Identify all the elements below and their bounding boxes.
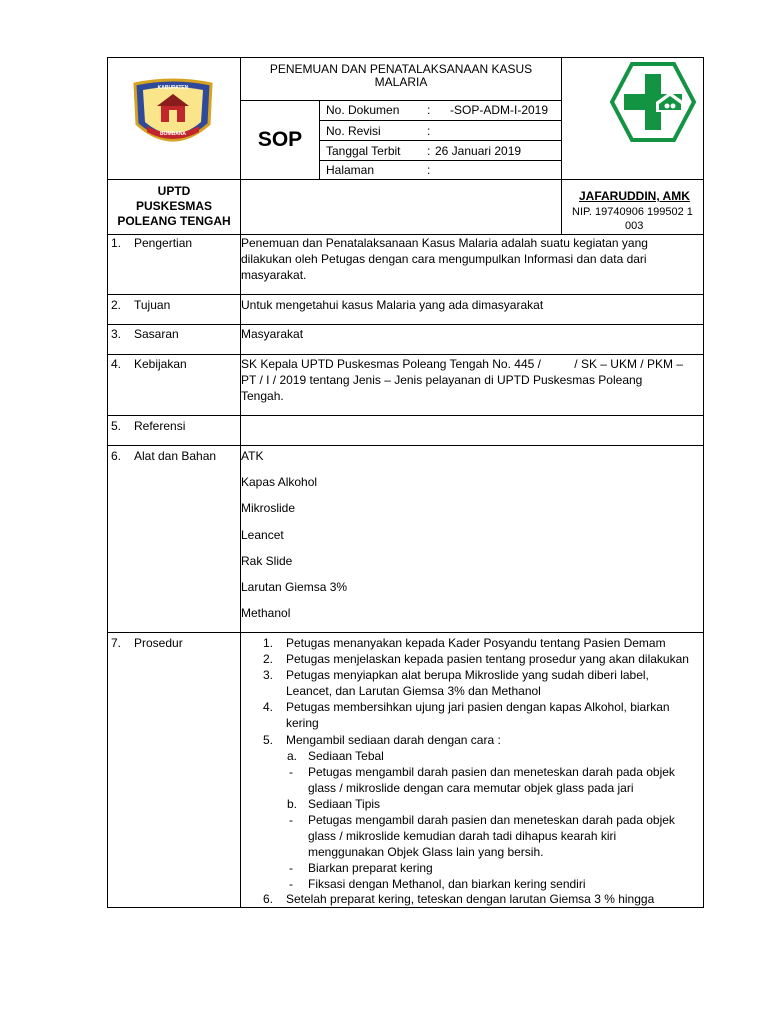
procedure-text: Petugas mengambil darah pasien dan meneteskan darah pada objek	[308, 765, 675, 779]
section-title: Pengertian	[134, 236, 193, 250]
section-number: 5.	[111, 419, 122, 433]
procedure-text: kering	[286, 716, 319, 730]
procedure-marker: 2.	[263, 652, 274, 666]
procedure-marker: a.	[287, 749, 298, 763]
material-item: ATK	[241, 449, 264, 463]
material-item: Leancet	[241, 528, 284, 542]
procedure-text: Setelah preparat kering, teteskan dengan larutan Giemsa 3 % hingga	[286, 892, 655, 906]
procedure-marker: -	[289, 861, 293, 875]
puskesmas-logo	[610, 62, 696, 142]
material-item: Mikroslide	[241, 501, 296, 515]
meta-sep: :	[427, 163, 431, 177]
section-text: Tengah.	[241, 389, 284, 403]
org-line3: POLEANG TENGAH	[117, 214, 231, 228]
org-line2: PUSKESMAS	[135, 199, 212, 213]
section-title: Kebijakan	[134, 357, 187, 371]
procedure-text: Petugas mengambil darah pasien dan meneteskan darah pada objek	[308, 813, 675, 827]
procedure-text: Petugas menyiapkan alat berupa Mikroslide yang sudah diberi label,	[286, 668, 649, 682]
section-number: 3.	[111, 327, 122, 341]
procedure-marker: 5.	[263, 733, 274, 747]
procedure-text: Sediaan Tebal	[308, 749, 384, 763]
meta-sep: :	[427, 103, 431, 117]
section-text: Untuk mengetahui kasus Malaria yang ada dimasyarakat	[241, 298, 544, 312]
meta-label-tanggal-terbit: Tanggal Terbit	[326, 144, 401, 158]
procedure-marker: -	[289, 877, 293, 891]
procedure-text: Mengambil sediaan darah dengan cara :	[286, 733, 501, 747]
procedure-marker: 3.	[263, 668, 274, 682]
section-title: Referensi	[134, 419, 186, 433]
meta-value-no-dokumen: -SOP-ADM-I-2019	[450, 103, 549, 117]
procedure-marker: -	[289, 765, 293, 779]
section-text: masyarakat.	[241, 268, 307, 282]
section-text: dilakukan oleh Petugas dengan cara mengumpulkan Informasi dan data dari	[241, 252, 647, 266]
section-text: Penemuan dan Penatalaksanaan Kasus Malaria adalah suatu kegiatan yang	[241, 236, 648, 250]
material-item: Kapas Alkohol	[241, 475, 318, 489]
section-number: 7.	[111, 636, 122, 650]
section-title: Sasaran	[134, 327, 179, 341]
procedure-marker: b.	[287, 797, 298, 811]
logo-bottom-text: BOMBANA	[159, 131, 187, 137]
procedure-text: glass / mikroslide kemudian darah tadi dihapus kearah kiri	[308, 829, 617, 843]
procedure-text: menggunakan Objek Glass lain yang bersih.	[308, 845, 544, 859]
section-text: SK Kepala UPTD Puskesmas Poleang Tengah No. 445 / / SK – UKM / PKM –	[241, 357, 683, 371]
material-item: Larutan Giemsa 3%	[241, 580, 348, 594]
section-title: Alat dan Bahan	[134, 449, 217, 463]
meta-sep: :	[427, 124, 431, 138]
section-number: 2.	[111, 298, 122, 312]
procedure-text: Petugas menanyakan kepada Kader Posyandu tentang Pasien Demam	[286, 636, 666, 650]
doc-title-line2: MALARIA	[374, 75, 428, 89]
signer-nip-line1: NIP. 19740906 199502 1	[572, 206, 693, 218]
procedure-text: Petugas menjelaskan kepada pasien tentang prosedur yang akan dilakukan	[286, 652, 689, 666]
procedure-marker: -	[289, 813, 293, 827]
logo-top-text: KABUPATEN	[157, 85, 189, 91]
section-number: 1.	[111, 236, 122, 250]
section-title: Prosedur	[134, 636, 183, 650]
procedure-marker: 6.	[263, 892, 274, 906]
meta-label-no-dokumen: No. Dokumen	[326, 103, 400, 117]
procedure-marker: 4.	[263, 700, 274, 714]
signer-name: JAFARUDDIN, AMK	[579, 189, 690, 203]
sop-label: SOP	[257, 128, 303, 151]
section-text: PT / I / 2019 tentang Jenis – Jenis pelayanan di UPTD Puskesmas Poleang	[241, 373, 643, 387]
section-number: 4.	[111, 357, 122, 371]
section-number: 6.	[111, 449, 122, 463]
procedure-text: glass / mikroslide dengan cara memutar objek glass pada jari	[308, 781, 634, 795]
meta-value-tanggal-terbit: 26 Januari 2019	[435, 144, 522, 158]
org-line1: UPTD	[157, 184, 191, 198]
meta-label-no-revisi: No. Revisi	[326, 124, 381, 138]
section-title: Tujuan	[134, 298, 171, 312]
section-text: Masyarakat	[241, 327, 304, 341]
procedure-text: Sediaan Tipis	[308, 797, 381, 811]
meta-label-halaman: Halaman	[326, 163, 375, 177]
procedure-text: Petugas membersihkan ujung jari pasien dengan kapas Alkohol, biarkan	[286, 700, 670, 714]
procedure-text: Biarkan preparat kering	[308, 861, 433, 875]
procedure-marker: 1.	[263, 636, 274, 650]
meta-sep: :	[427, 144, 431, 158]
material-item: Rak Slide	[241, 554, 293, 568]
material-item: Methanol	[241, 606, 291, 620]
procedure-text: Fiksasi dengan Methanol, dan biarkan kering sendiri	[308, 877, 586, 891]
regency-logo	[131, 78, 215, 150]
signer-nip-line2: 003	[625, 220, 644, 232]
doc-title-line1: PENEMUAN DAN PENATALAKSANAAN KASUS	[269, 62, 533, 76]
procedure-text: Leancet, dan Larutan Giemsa 3% dan Methanol	[286, 684, 541, 698]
